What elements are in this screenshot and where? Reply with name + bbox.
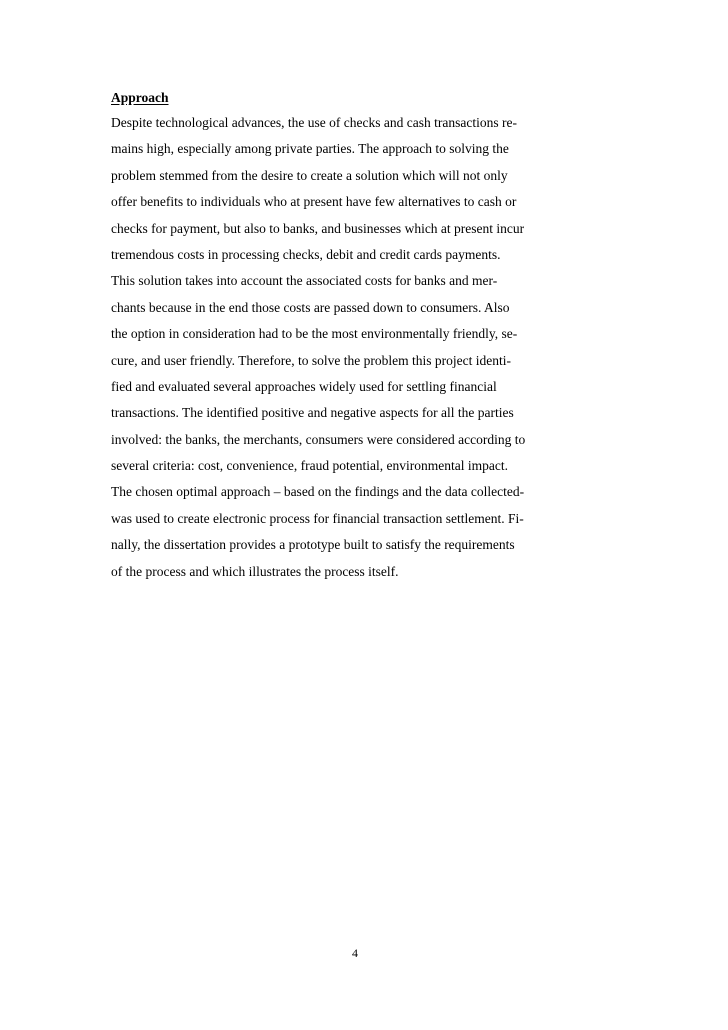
- paragraph-line: checks for payment, but also to banks, and businesses which at present incur: [111, 220, 525, 236]
- paragraph-line: transactions. The identified positive and negative aspects for all the parties: [111, 405, 514, 421]
- body-paragraph: [111, 113, 581, 588]
- page-number: 4: [352, 946, 358, 960]
- paragraph-line: offer benefits to individuals who at present have few alternatives to cash or: [111, 194, 517, 210]
- paragraph-line: was used to create electronic process for financial transaction settlement. Fi-: [111, 510, 524, 526]
- paragraph-line: cure, and user friendly. Therefore, to solve the problem this project identi-: [111, 352, 511, 368]
- paragraph-line: the option in consideration had to be the most environmentally friendly, se-: [111, 326, 518, 342]
- paragraph-line: fied and evaluated several approaches widely used for settling financial: [111, 378, 497, 394]
- paragraph-line: problem stemmed from the desire to create a solution which will not only: [111, 167, 508, 183]
- paragraph-line: The chosen optimal approach – based on the findings and the data collected-: [111, 484, 525, 500]
- paragraph-line: involved: the banks, the merchants, consumers were considered according to: [111, 431, 526, 447]
- paragraph-line: chants because in the end those costs are passed down to consumers. Also: [111, 299, 510, 315]
- paragraph-line: This solution takes into account the associated costs for banks and mer-: [111, 273, 498, 289]
- paragraph-line: mains high, especially among private parties. The approach to solving the: [111, 141, 509, 157]
- paragraph-line: Despite technological advances, the use of checks and cash transactions re-: [111, 115, 517, 130]
- paragraph-line: several criteria: cost, convenience, fraud potential, environmental impact.: [111, 458, 508, 474]
- section-heading: Approach: [111, 90, 169, 105]
- paragraph-line: nally, the dissertation provides a prototype built to satisfy the requirements: [111, 537, 515, 553]
- paragraph-line: tremendous costs in processing checks, debit and credit cards payments.: [111, 246, 501, 262]
- paragraph-line: of the process and which illustrates the process itself.: [111, 563, 399, 579]
